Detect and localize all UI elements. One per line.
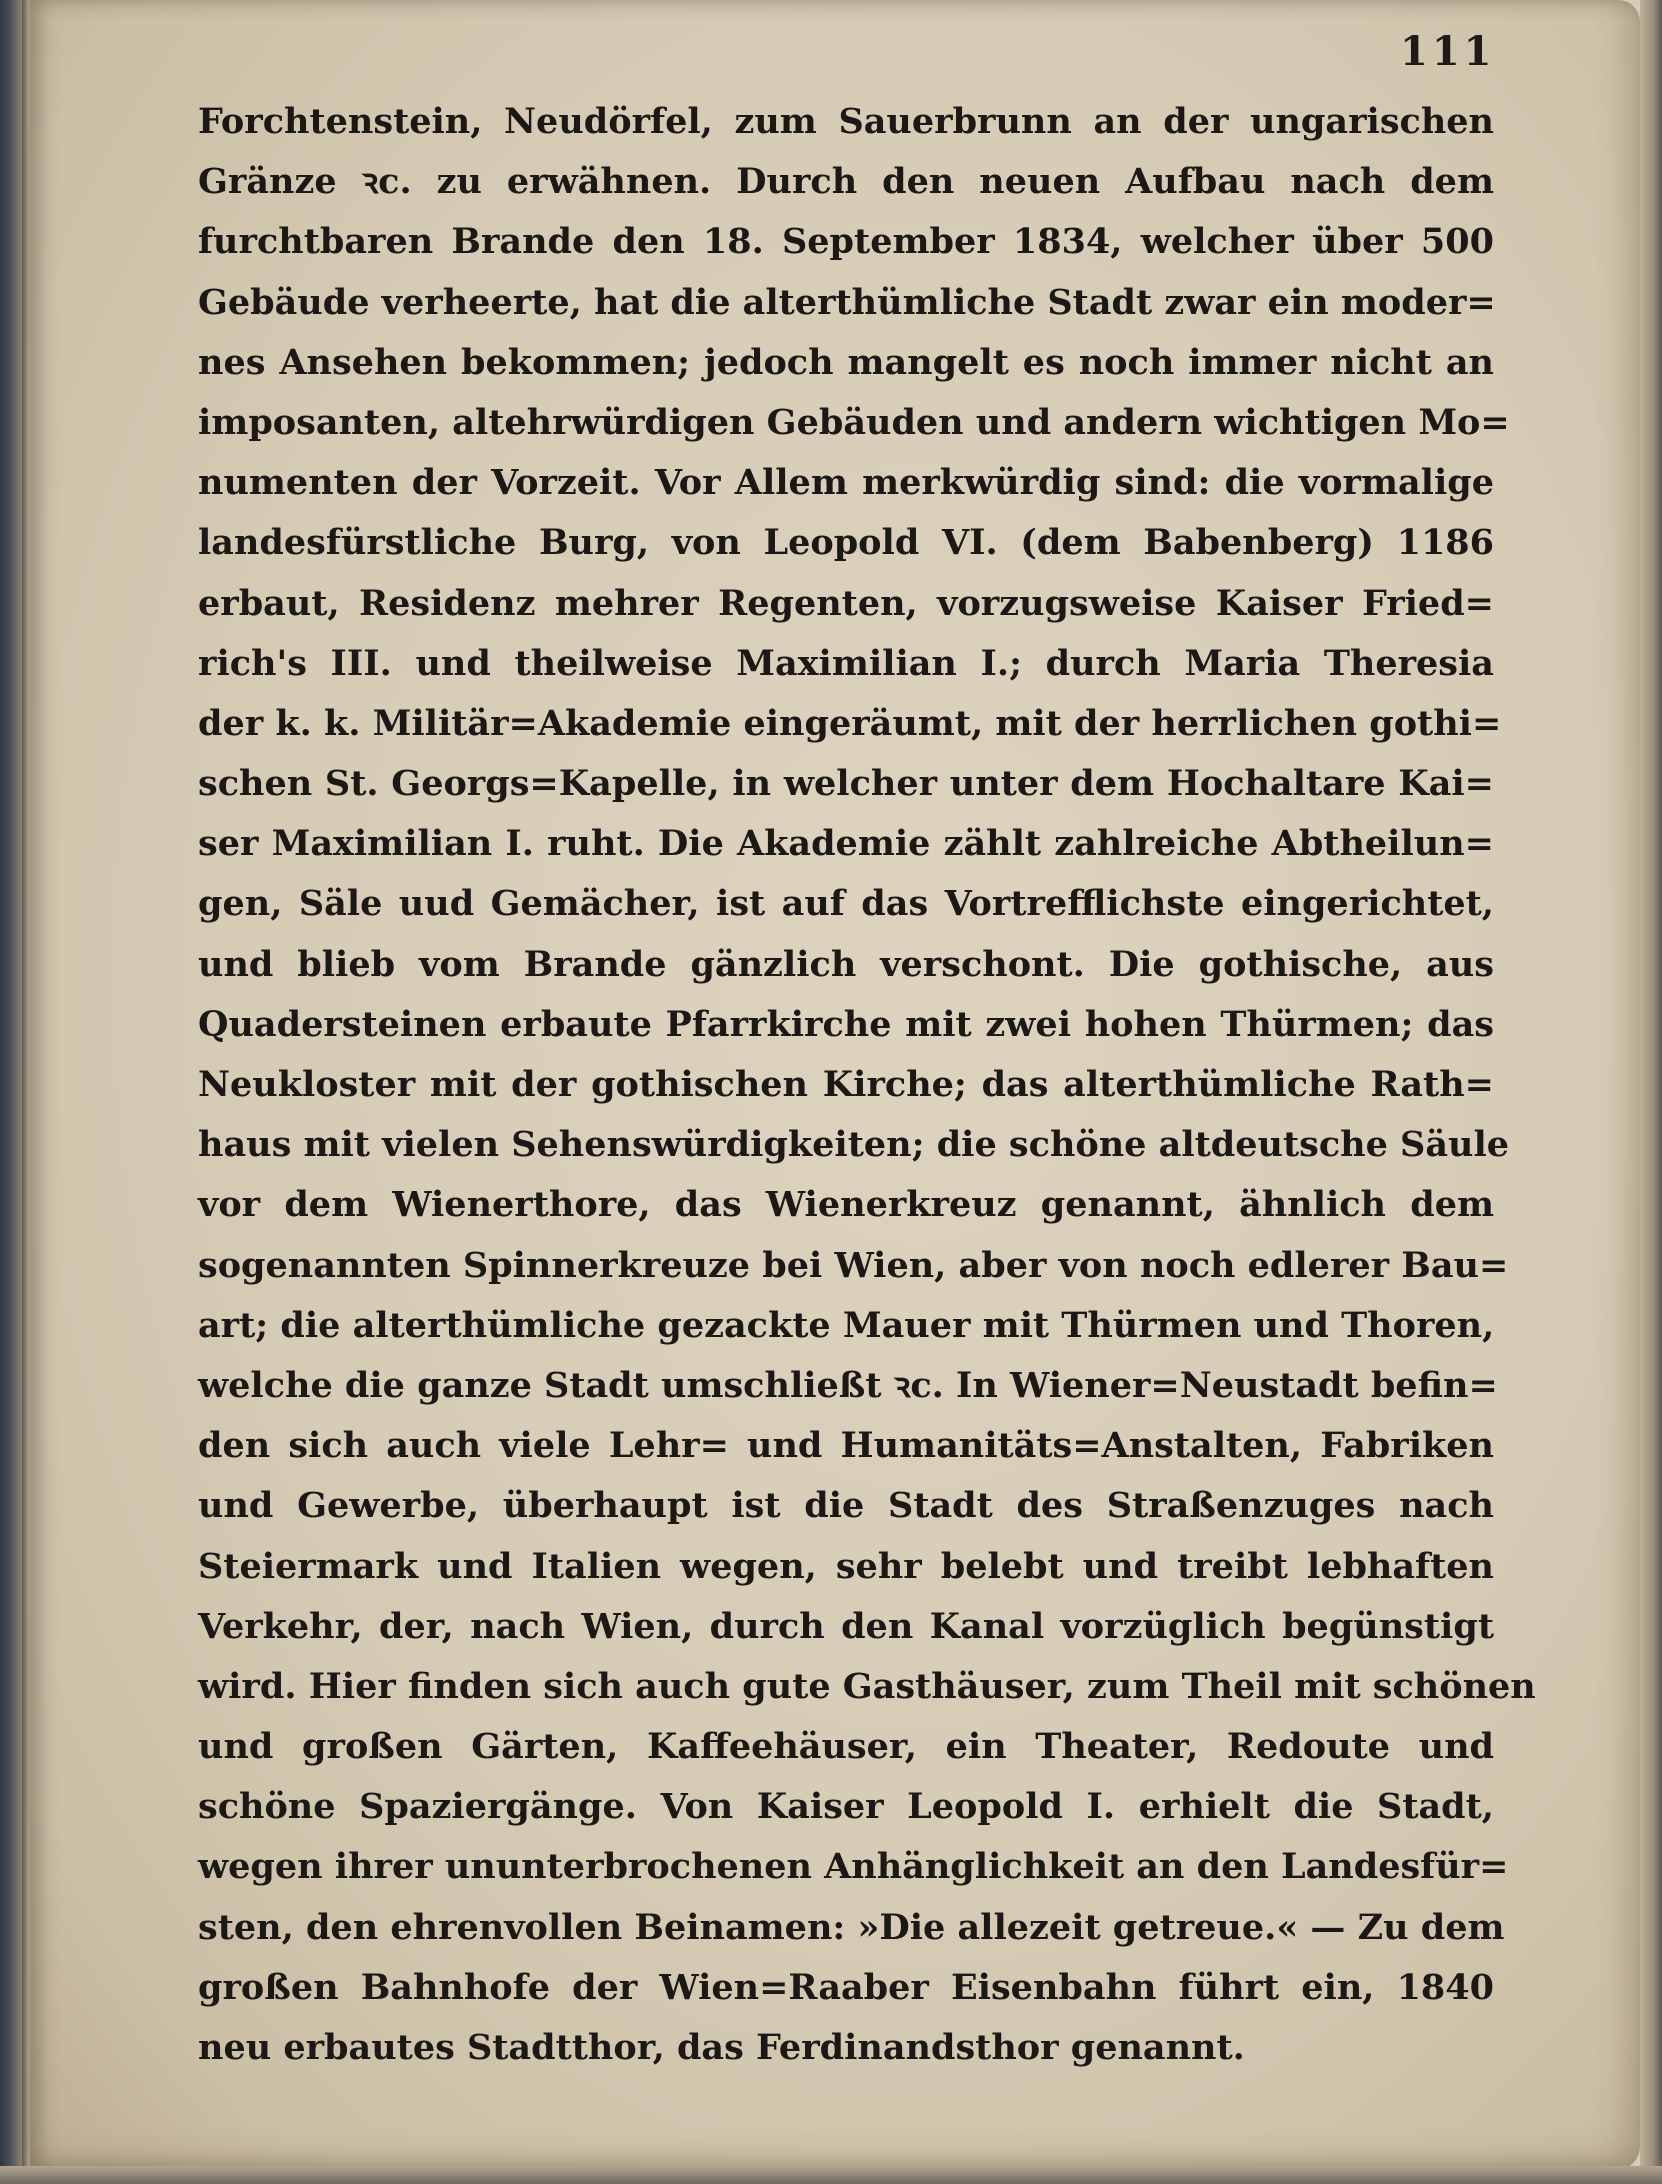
text-line: und großen Gärten, Kaffeehäuser, ein Theater, Redoute und (198, 1726, 1494, 1768)
spine-shadow (22, 0, 28, 2184)
text-line: Gränze ꝛc. zu erwähnen. Durch den neuen Aufbau nach dem (198, 161, 1494, 203)
text-line: ser Maximilian I. ruht. Die Akademie zählt zahlreiche Abtheilun= (198, 823, 1494, 865)
text-line: Forchtenstein, Neudörfel, zum Sauerbrunn an der ungarischen (198, 101, 1494, 142)
text-line: numenten der Vorzeit. Vor Allem merkwürdig sind: die vormalige (198, 462, 1494, 504)
text-line: schen St. Georgs=Kapelle, in welcher unter dem Hochaltare Kai= (198, 763, 1494, 805)
text-line: Neukloster mit der gothischen Kirche; das alterthümliche Rath= (198, 1064, 1494, 1105)
text-line: art; die alterthümliche gezackte Mauer mit Thürmen und Thoren, (198, 1304, 1495, 1346)
text-line: den sich auch viele Lehr= und Humanitäts=Anstalten, Fabriken (198, 1425, 1494, 1467)
text-line: haus mit vielen Sehenswürdigkeiten; die schöne altdeutsche Säule (198, 1124, 1510, 1166)
text-line: erbaut, Residenz mehrer Regenten, vorzugsweise Kaiser Fried= (198, 582, 1494, 624)
text-line: und Gewerbe, überhaupt ist die Stadt des Straßenzuges nach (198, 1485, 1494, 1527)
page-number: 111 (1400, 28, 1496, 75)
text-line: Steiermark und Italien wegen, sehr belebt und treibt lebhaften (198, 1545, 1494, 1587)
text-line: furchtbaren Brande den 18. September 1834, welcher über 500 (198, 221, 1494, 263)
text-line: wird. Hier finden sich auch gute Gasthäuser, zum Theil mit schönen (198, 1665, 1536, 1707)
text-line: schöne Spaziergänge. Von Kaiser Leopold I. erhielt die Stadt, (198, 1786, 1494, 1828)
text-line: landesfürstliche Burg, von Leopold VI. (dem Babenberg) 1186 (198, 522, 1494, 564)
text-line: und blieb vom Brande gänzlich verschont. Die gothische, aus (198, 943, 1494, 985)
text-line: wegen ihrer ununterbrochenen Anhänglichkeit an den Landesfür= (198, 1846, 1509, 1888)
book-page (30, 0, 1640, 2170)
text-line: nes Ansehen bekommen; jedoch mangelt es noch immer nicht an (198, 341, 1494, 383)
text-line: Verkehr, der, nach Wien, durch den Kanal vorzüglich begünstigt (198, 1605, 1494, 1647)
text-line: welche die ganze Stadt umschließt ꝛc. In Wiener=Neustadt befin= (198, 1364, 1498, 1406)
text-line: Gebäude verheerte, hat die alterthümliche Stadt zwar ein moder= (198, 281, 1496, 323)
text-line: vor dem Wienerthore, das Wienerkreuz genannt, ähnlich dem (198, 1184, 1494, 1226)
text-line: Quadersteinen erbaute Pfarrkirche mit zwei hohen Thürmen; das (198, 1003, 1494, 1045)
text-line: gen, Säle uud Gemächer, ist auf das Vortrefflichste eingerichtet, (198, 883, 1494, 925)
text-line: rich's III. und theilweise Maximilian I.; durch Maria Theresia (198, 642, 1494, 684)
text-line-last: neu erbautes Stadtthor, das Ferdinandsthor genannt. (198, 2027, 1245, 2068)
text-line: sten, den ehrenvollen Beinamen: »Die allezeit getreue.« — Zu dem (198, 1906, 1505, 1948)
page-edge-right (1640, 0, 1662, 2184)
page-edge-bottom (0, 2166, 1662, 2184)
text-line: der k. k. Militär=Akademie eingeräumt, mit der herrlichen gothi= (198, 702, 1502, 744)
text-line: imposanten, altehrwürdigen Gebäuden und andern wichtigen Mo= (198, 401, 1510, 443)
text-line: großen Bahnhofe der Wien=Raaber Eisenbahn führt ein, 1840 (198, 1966, 1494, 2008)
text-line: sogenannten Spinnerkreuze bei Wien, aber von noch edlerer Bau= (198, 1244, 1509, 1286)
text-block (198, 92, 1536, 2078)
